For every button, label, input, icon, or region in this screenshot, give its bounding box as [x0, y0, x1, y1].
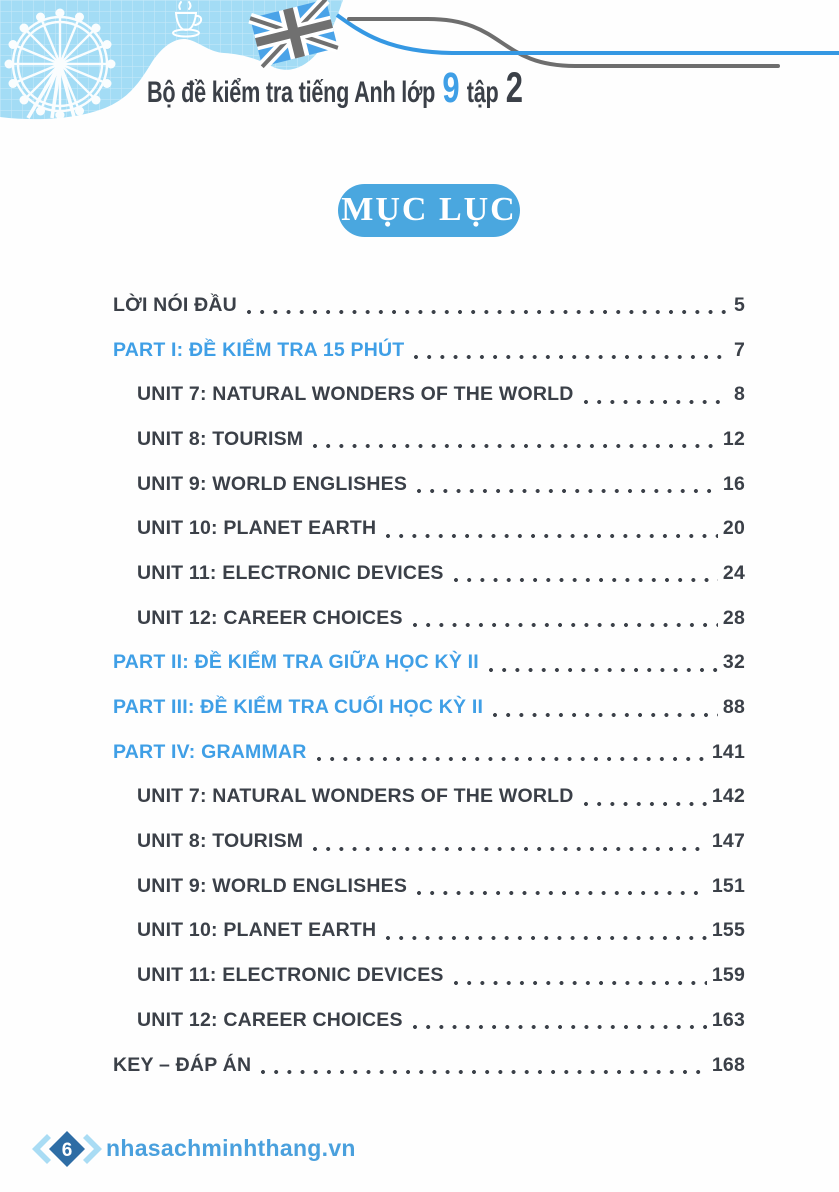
book-title-middle: tập: [466, 76, 499, 109]
dot-leader: [247, 310, 729, 314]
dot-leader: [317, 757, 707, 761]
toc-entry: [113, 1043, 745, 1088]
toc-entry: [113, 596, 745, 641]
toc-entry: [113, 819, 745, 864]
toc-entry-page: 28: [722, 606, 745, 629]
toc-entry-label: PART III: ĐỀ KIỂM TRA CUỐI HỌC KỲ II: [113, 696, 484, 719]
wave-line-gray: [349, 19, 778, 66]
page-title: MỤC LỤC: [341, 190, 517, 228]
toc-entry-page: 32: [722, 651, 745, 674]
toc-entry-page: 147: [711, 830, 745, 853]
toc-entry: [113, 417, 745, 462]
dot-leader: [313, 444, 718, 448]
toc-entry-label: PART IV: GRAMMAR: [113, 740, 307, 763]
toc-entry: [113, 372, 745, 417]
toc-entry: [113, 641, 745, 686]
toc-entry-page: 168: [711, 1053, 745, 1076]
dot-leader: [493, 713, 718, 717]
toc-entry-page: 151: [711, 874, 745, 897]
toc-entry: [113, 909, 745, 954]
toc-entry-label: UNIT 7: NATURAL WONDERS OF THE WORLD: [137, 785, 574, 808]
toc-entry-label: LỜI NÓI ĐẦU: [113, 293, 237, 316]
toc-entry-page: 24: [722, 561, 745, 584]
toc-entry-label: UNIT 11: ELECTRONIC DEVICES: [137, 561, 444, 584]
toc-entry-label: UNIT 10: PLANET EARTH: [137, 517, 377, 540]
toc-entry-page: 88: [722, 696, 745, 719]
toc-entry-label: UNIT 10: PLANET EARTH: [137, 919, 377, 942]
toc-entry-page: 155: [711, 919, 745, 942]
toc-entry-page: 16: [722, 472, 745, 495]
dot-leader: [386, 936, 707, 940]
toc-entry: [113, 953, 745, 998]
toc-entry: [113, 730, 745, 775]
toc-entry: [113, 998, 745, 1043]
book-title: [147, 64, 523, 113]
toc-list: [113, 283, 745, 1087]
dot-leader: [414, 355, 729, 359]
toc-entry-label: UNIT 8: TOURISM: [137, 427, 304, 450]
toc-entry: [113, 506, 745, 551]
toc-entry-label: UNIT 11: ELECTRONIC DEVICES: [137, 964, 444, 987]
dot-leader: [454, 578, 718, 582]
toc-entry: [113, 328, 745, 373]
toc-entry-page: 8: [733, 383, 745, 406]
toc-entry-label: UNIT 9: WORLD ENGLISHES: [137, 874, 408, 897]
toc-entry-label: UNIT 9: WORLD ENGLISHES: [137, 472, 408, 495]
toc-entry-page: 12: [722, 427, 745, 450]
book-volume-number: 2: [505, 64, 523, 112]
toc-entry-label: PART II: ĐỀ KIỂM TRA GIỮA HỌC KỲ II: [113, 651, 479, 674]
toc-entry-page: 163: [711, 1008, 745, 1031]
dot-leader: [261, 1070, 707, 1074]
toc-entry-page: 142: [711, 785, 745, 808]
toc-entry-page: 141: [711, 740, 745, 763]
page-number: 6: [61, 1140, 73, 1161]
toc-entry-page: 159: [711, 964, 745, 987]
toc-entry-label: PART I: ĐỀ KIỂM TRA 15 PHÚT: [113, 338, 405, 361]
dot-leader: [584, 400, 729, 404]
dot-leader: [413, 623, 718, 627]
ferris-wheel-icon: [5, 9, 116, 120]
toc-entry: [113, 462, 745, 507]
toc-entry: [113, 551, 745, 596]
toc-entry-label: UNIT 7: NATURAL WONDERS OF THE WORLD: [137, 383, 574, 406]
dot-leader: [489, 668, 718, 672]
dot-leader: [417, 489, 718, 493]
dot-leader: [417, 891, 707, 895]
dot-leader: [386, 534, 718, 538]
toc-entry-label: KEY – ĐÁP ÁN: [113, 1053, 252, 1076]
publisher-website: nhasachminhthang.vn: [106, 1135, 356, 1161]
toc-entry: [113, 283, 745, 328]
dot-leader: [454, 981, 707, 985]
toc-entry: [113, 685, 745, 730]
book-grade-number: 9: [442, 64, 460, 112]
toc-entry-page: 20: [722, 517, 745, 540]
toc-entry-label: UNIT 12: CAREER CHOICES: [137, 1008, 403, 1031]
toc-entry: [113, 775, 745, 820]
toc-entry-page: 5: [733, 293, 745, 316]
toc-entry-label: UNIT 8: TOURISM: [137, 830, 304, 853]
page-title-pill: [338, 184, 520, 237]
dot-leader: [584, 802, 707, 806]
dot-leader: [413, 1025, 707, 1029]
toc-entry-label: UNIT 12: CAREER CHOICES: [137, 606, 403, 629]
toc-entry-page: 7: [733, 338, 745, 361]
dot-leader: [313, 847, 707, 851]
book-title-prefix: Bộ đề kiểm tra tiếng Anh lớp: [147, 76, 436, 109]
toc-entry: [113, 864, 745, 909]
